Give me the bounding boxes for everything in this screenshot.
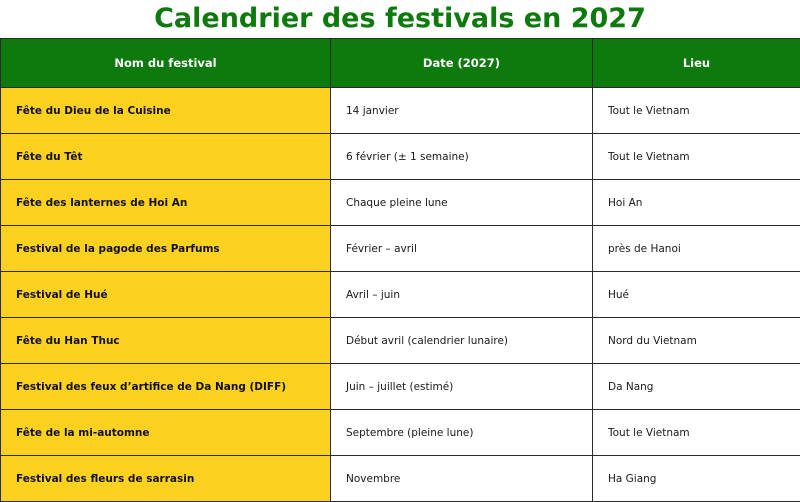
- table-row: [1, 410, 800, 456]
- festival-name-cell: Fête de la mi-automne: [1, 410, 331, 456]
- festival-location-cell: Nord du Vietnam: [593, 318, 800, 364]
- festival-date-cell: 6 février (± 1 semaine): [331, 134, 593, 180]
- festival-date-cell: Début avril (calendrier lunaire): [331, 318, 593, 364]
- festival-date-cell: 14 janvier: [331, 88, 593, 134]
- festival-date-cell: Avril – juin: [331, 272, 593, 318]
- festival-date-cell: Février – avril: [331, 226, 593, 272]
- header-row: [1, 39, 800, 88]
- festival-location-cell: près de Hanoi: [593, 226, 800, 272]
- festival-name-cell: Festival des feux d’artifice de Da Nang (DIFF): [1, 364, 331, 410]
- table-row: [1, 180, 800, 226]
- table-row: [1, 88, 800, 134]
- festival-location-cell: Tout le Vietnam: [593, 134, 800, 180]
- festival-date-cell: Juin – juillet (estimé): [331, 364, 593, 410]
- festival-location-cell: Ha Giang: [593, 456, 800, 502]
- header-festival-name: Nom du festival: [1, 39, 331, 88]
- festival-location-cell: Tout le Vietnam: [593, 410, 800, 456]
- header-location: Lieu: [593, 39, 800, 88]
- festival-name-cell: Festival des fleurs de sarrasin: [1, 456, 331, 502]
- table-header: [1, 39, 800, 88]
- festival-name-cell: Fête des lanternes de Hoi An: [1, 180, 331, 226]
- festival-location-cell: Hoi An: [593, 180, 800, 226]
- header-date: Date (2027): [331, 39, 593, 88]
- festival-name-cell: Festival de la pagode des Parfums: [1, 226, 331, 272]
- festival-calendar-table: [0, 38, 800, 502]
- festival-name-cell: Fête du Têt: [1, 134, 331, 180]
- festival-location-cell: Tout le Vietnam: [593, 88, 800, 134]
- festival-date-cell: Novembre: [331, 456, 593, 502]
- festival-date-cell: Chaque pleine lune: [331, 180, 593, 226]
- festival-date-cell: Septembre (pleine lune): [331, 410, 593, 456]
- table-row: [1, 456, 800, 502]
- page-title: Calendrier des festivals en 2027: [0, 0, 800, 38]
- table-row: [1, 272, 800, 318]
- festival-name-cell: Fête du Dieu de la Cuisine: [1, 88, 331, 134]
- festival-location-cell: Hué: [593, 272, 800, 318]
- festival-name-cell: Fête du Han Thuc: [1, 318, 331, 364]
- table-row: [1, 364, 800, 410]
- festival-name-cell: Festival de Hué: [1, 272, 331, 318]
- table-row: [1, 226, 800, 272]
- table-row: [1, 318, 800, 364]
- table-body: [1, 88, 800, 502]
- festival-location-cell: Da Nang: [593, 364, 800, 410]
- table-row: [1, 134, 800, 180]
